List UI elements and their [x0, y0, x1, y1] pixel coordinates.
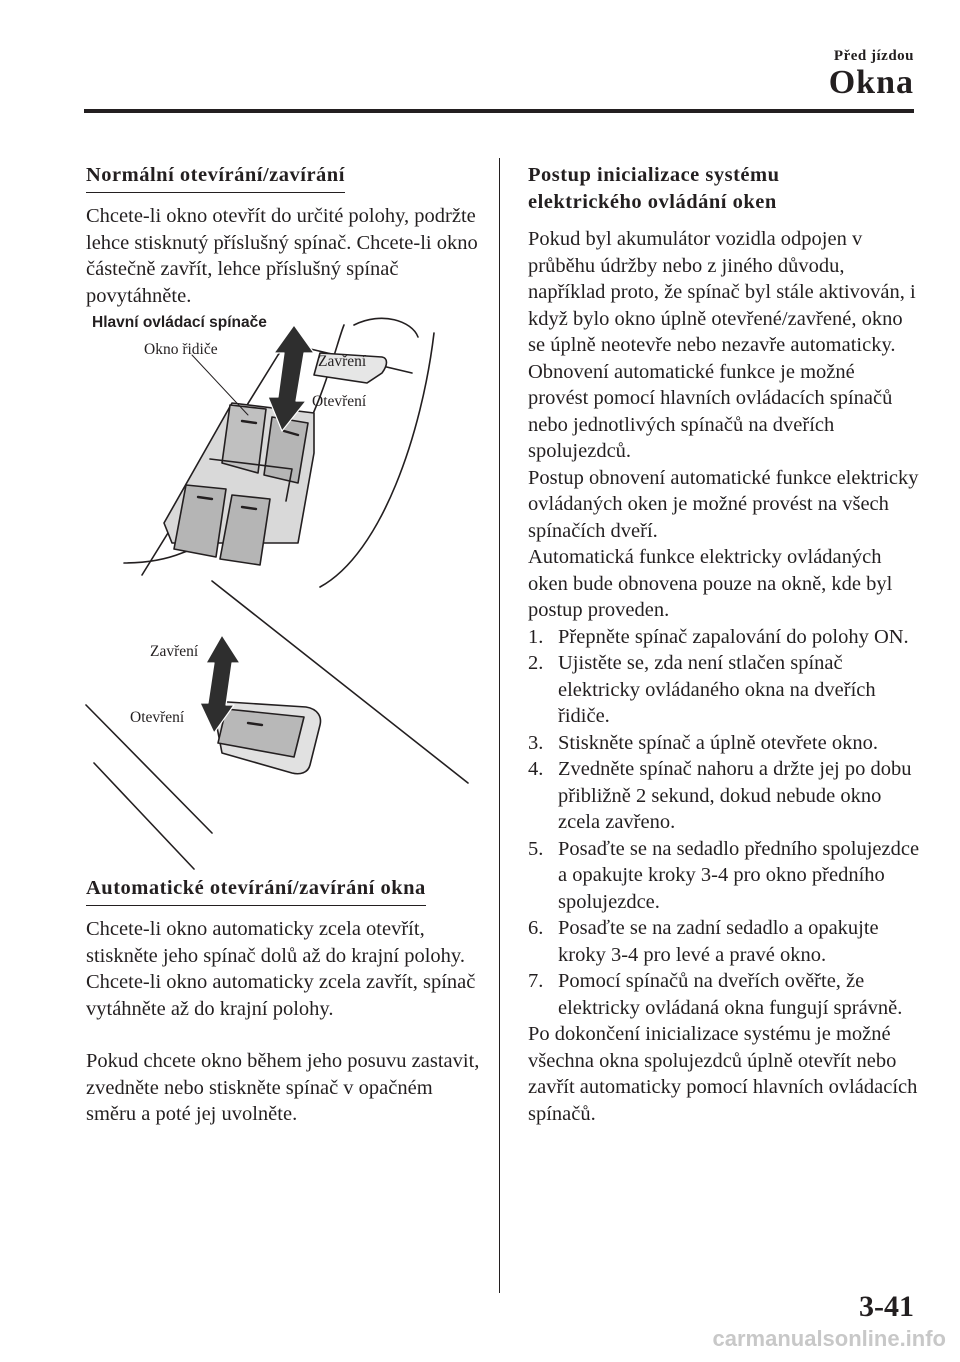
auto-operation-heading: Automatické otevírání/zavírání okna	[86, 875, 426, 906]
section-title: Okna	[828, 64, 914, 101]
header-rule	[84, 109, 914, 113]
label-driver-window: Okno řidiče	[144, 341, 218, 358]
label-close-bottom: Zavření	[150, 643, 199, 660]
auto-operation-text: Chcete-li okno automaticky zcela otevřít, stiskněte jeho spínač dolů až do krajní polohy. Chcete-li okno automaticky zcela zavřít, spínač vytáhněte až do krajní polohy.	[86, 918, 476, 1020]
stop-operation-text: Pokud chcete okno během jeho posuvu zastavit, zvedněte nebo stiskněte spínač v opačném směru a poté jej uvolněte.	[86, 1050, 480, 1125]
initialization-scope: Automatická funkce elektricky ovládaných oken bude obnovena pouze na okně, kde byl postup proveden.	[528, 546, 893, 621]
figure-heading: Hlavní ovládací spínače	[92, 314, 267, 331]
leader-driver-window	[192, 355, 248, 415]
initialization-restore: Obnovení automatické funkce je možné provést pomocí hlavních ovládacích spínačů nebo jednotlivých spínačů na dveřích spolujezdců.	[528, 360, 893, 462]
step-item: 7. Pomocí spínačů na dveřích ověřte, že elektricky ovládaná okna fungují správně.	[528, 970, 903, 1019]
armrest-outline	[354, 318, 418, 337]
step-item: 2. Ujistěte se, zda není stlačen spínač elektricky ovládaného okna na dveřích řidiče.	[528, 652, 876, 727]
initialization-intro: Pokud byl akumulátor vozidla odpojen v průběhu údržby nebo z jiného důvodu, například proto, že spínač byl stále aktivován, i když bylo okno úplně otevřené/zavřené, okno se úplně neotevře nebo nezavře automaticky.	[528, 228, 916, 356]
page-number: 3-41	[859, 1290, 914, 1323]
step-item: 3. Stiskněte spínač a úplně otevřete okno.	[528, 731, 878, 754]
initialization-heading-line1: Postup inicializace systému	[528, 164, 780, 186]
switch-illustration	[82, 313, 472, 873]
initialization-steps	[528, 624, 920, 1022]
label-close-top: Zavření	[318, 353, 367, 370]
step-item: 6. Posaďte se na zadní sedadlo a opakujte kroky 3-4 pro levé a pravé okno.	[528, 917, 879, 966]
initialization-heading-line2: elektrického ovládání oken	[528, 191, 777, 213]
initialization-procedure: Postup obnovení automatické funkce elektricky ovládaných oken je možné provést na všech spínačích dveří.	[528, 466, 919, 542]
door-panel-line-lower	[94, 763, 194, 869]
watermark: carmanualsonline.info	[712, 1326, 946, 1351]
column-divider	[499, 158, 500, 1293]
master-switch-figure	[82, 313, 472, 873]
label-open-top: Otevření	[312, 393, 367, 410]
normal-operation-heading: Normální otevírání/zavírání	[86, 162, 345, 193]
step-item: 5. Posaďte se na sedadlo předního spolujezdce a opakujte kroky 3-4 pro okno předního spolujezdce.	[528, 837, 920, 913]
initialization-closing: Po dokončení inicializace systému je možné všechna okna spolujezdců úplně otevřít nebo zavřít automaticky pomocí hlavních ovládacích spínačů.	[528, 1023, 918, 1125]
chapter-label: Před jízdou	[833, 48, 914, 64]
step-item: 1. Přepněte spínač zapalování do polohy ON.	[528, 625, 909, 648]
right-column	[528, 162, 920, 1127]
step-item: 4. Zvedněte spínač nahoru a držte jej po dobu přibližně 2 sekund, dokud nebude okno zcela zavřeno.	[528, 758, 912, 833]
normal-operation-text: Chcete-li okno otevřít do určité polohy, podržte lehce stisknutý příslušný spínač. Chcete-li okno částečně zavřít, lehce příslušný spínač povytáhněte.	[86, 205, 478, 307]
left-column	[86, 162, 481, 1128]
label-open-bottom: Otevření	[130, 709, 185, 726]
